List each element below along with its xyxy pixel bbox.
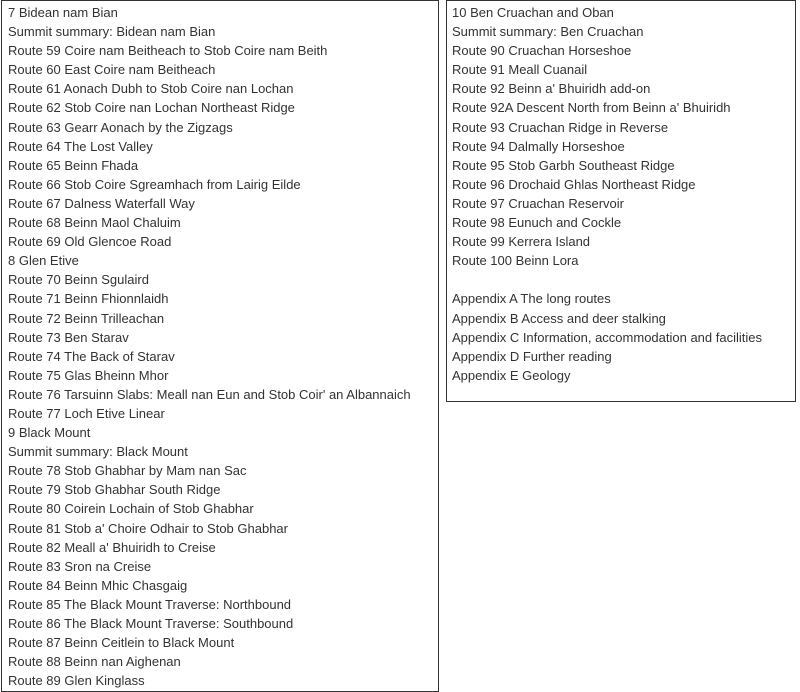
contents-entry: Route 92 Beinn a' Bhuiridh add-on: [452, 81, 651, 97]
appendix-entry: Appendix B Access and deer stalking: [452, 310, 666, 326]
section-gap: [452, 270, 795, 289]
appendix-list: [452, 289, 795, 384]
contents-entry: Route 74 The Back of Starav: [8, 348, 175, 364]
contents-entry: Route 85 The Black Mount Traverse: Northbound: [8, 596, 292, 612]
contents-entry: Route 91 Meall Cuanail: [452, 62, 588, 78]
contents-entry: Route 60 East Coire nam Beitheach: [8, 62, 216, 78]
contents-entry: 9 Black Mount: [8, 425, 91, 441]
contents-entry: Route 99 Kerrera Island: [452, 234, 591, 250]
contents-entry: Summit summary: Bidean nam Bian: [8, 24, 216, 40]
contents-entry: Route 80 Coirein Lochain of Stob Ghabhar: [8, 501, 254, 517]
contents-entry: Route 97 Cruachan Reservoir: [452, 195, 624, 211]
contents-entry: Route 71 Beinn Fhionnlaidh: [8, 291, 169, 307]
left-contents-panel: [1, 0, 439, 692]
contents-entry: Route 72 Beinn Trilleachan: [8, 310, 165, 326]
contents-entry: Route 89 Glen Kinglass: [8, 673, 145, 689]
contents-entry: Route 69 Old Glencoe Road: [8, 234, 172, 250]
contents-entry: Route 98 Eunuch and Cockle: [452, 215, 622, 231]
contents-entry: Route 87 Beinn Ceitlein to Black Mount: [8, 635, 235, 651]
contents-entry: Route 77 Loch Etive Linear: [8, 405, 165, 421]
contents-entry: Route 63 Gearr Aonach by the Zigzags: [8, 119, 233, 135]
appendix-entry: Appendix D Further reading: [452, 348, 612, 364]
contents-entry: Route 94 Dalmally Horseshoe: [452, 138, 625, 154]
contents-entry: Route 81 Stob a' Choire Odhair to Stob Ghabhar: [8, 520, 288, 536]
contents-entry: Route 75 Glas Bheinn Mhor: [8, 367, 169, 383]
contents-entry: Route 86 The Black Mount Traverse: Southbound: [8, 616, 294, 631]
contents-entry: Route 95 Stob Garbh Southeast Ridge: [452, 157, 675, 173]
contents-entry: Route 73 Ben Starav: [8, 329, 129, 345]
contents-entry: Route 62 Stob Coire nan Lochan Northeast Ridge: [8, 100, 295, 116]
contents-entry: Route 100 Beinn Lora: [452, 253, 579, 269]
contents-entry: 7 Bidean nam Bian: [8, 5, 118, 20]
contents-entry: Route 61 Aonach Dubh to Stob Coire nan Lochan: [8, 81, 294, 97]
right-contents-panel: [446, 0, 796, 402]
contents-entry: Summit summary: Ben Cruachan: [452, 24, 644, 40]
contents-entry: Route 76 Tarsuinn Slabs: Meall nan Eun and Stob Coir' an Albannaich: [8, 386, 411, 402]
contents-entry: Route 96 Drochaid Ghlas Northeast Ridge: [452, 176, 696, 192]
contents-entry: Route 92A Descent North from Beinn a' Bhuiridh: [452, 100, 731, 116]
appendix-entry: Appendix E Geology: [452, 367, 571, 383]
right-contents-list: [452, 3, 795, 270]
contents-entry: Route 65 Beinn Fhada: [8, 157, 139, 173]
contents-entry: Route 66 Stob Coire Sgreamhach from Lairig Eilde: [8, 176, 301, 192]
contents-entry: Summit summary: Black Mount: [8, 444, 188, 460]
contents-entry: Route 70 Beinn Sgulaird: [8, 272, 149, 288]
contents-entry: Route 59 Coire nam Beitheach to Stob Coire nam Beith: [8, 43, 328, 59]
contents-entry: 8 Glen Etive: [8, 253, 79, 269]
contents-entry: Route 90 Cruachan Horseshoe: [452, 43, 632, 59]
contents-entry: Route 84 Beinn Mhic Chasgaig: [8, 577, 188, 593]
contents-entry: Route 93 Cruachan Ridge in Reverse: [452, 119, 669, 135]
contents-entry: 10 Ben Cruachan and Oban: [452, 5, 614, 20]
contents-entry: Route 67 Dalness Waterfall Way: [8, 195, 195, 211]
contents-entry: Route 68 Beinn Maol Chaluim: [8, 215, 181, 231]
contents-entry: Route 79 Stob Ghabhar South Ridge: [8, 482, 221, 498]
contents-entry: Route 82 Meall a' Bhuiridh to Creise: [8, 539, 216, 555]
appendix-entry: Appendix A The long routes: [452, 291, 611, 307]
contents-entry: Route 83 Sron na Creise: [8, 558, 152, 574]
contents-entry: Route 78 Stob Ghabhar by Mam nan Sac: [8, 463, 247, 479]
contents-entry: Route 64 The Lost Valley: [8, 138, 153, 154]
appendix-entry: Appendix C Information, accommodation and facilities: [452, 329, 762, 345]
left-contents-list: [8, 3, 438, 690]
contents-entry: Route 88 Beinn nan Aighenan: [8, 654, 181, 670]
